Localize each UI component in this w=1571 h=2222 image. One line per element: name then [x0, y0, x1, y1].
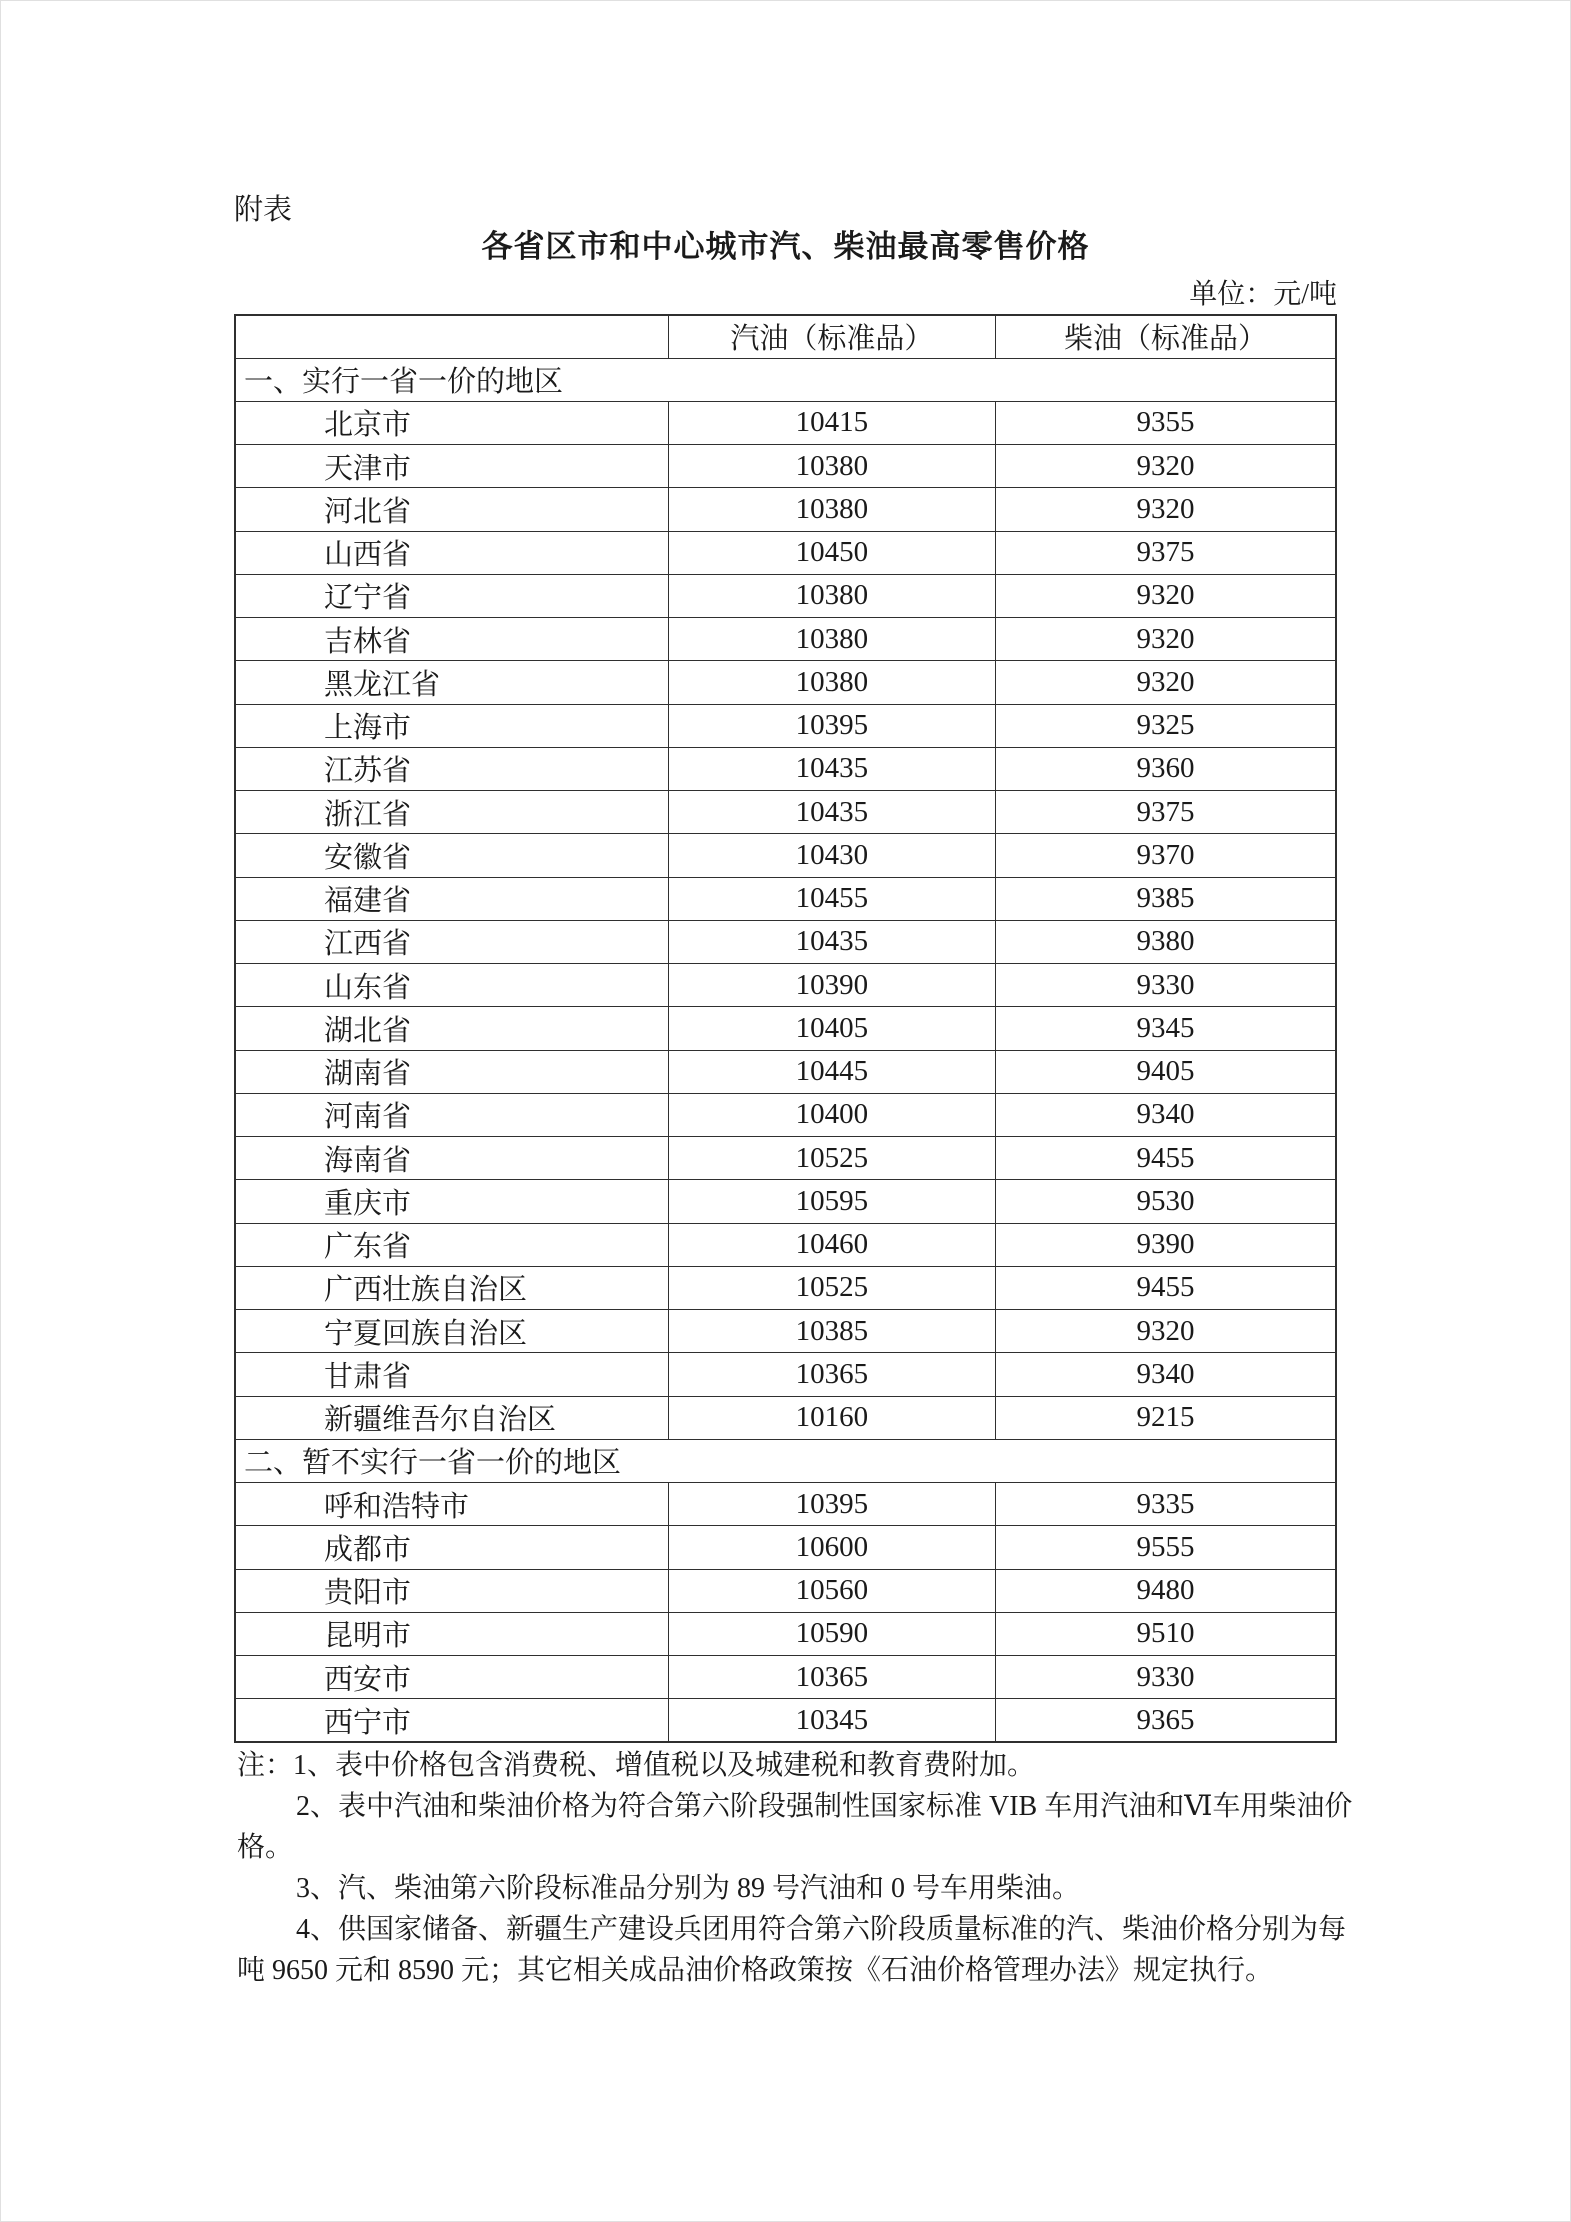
gasoline-price-cell: 10595: [668, 1180, 995, 1223]
diesel-price-cell: 9455: [996, 1266, 1336, 1309]
diesel-price-cell: 9345: [996, 1007, 1336, 1050]
gasoline-price-cell: 10380: [668, 574, 995, 617]
table-row: [235, 791, 1336, 834]
diesel-price-cell: 9455: [996, 1137, 1336, 1180]
diesel-price-cell: 9320: [996, 618, 1336, 661]
gasoline-price-cell: 10525: [668, 1266, 995, 1309]
diesel-price-cell: 9320: [996, 1310, 1336, 1353]
gasoline-price-cell: 10600: [668, 1526, 995, 1569]
region-column-header: [235, 315, 668, 358]
gasoline-price-cell: 10415: [668, 401, 995, 444]
region-cell: 福建省: [235, 877, 668, 920]
table-row: [235, 401, 1336, 444]
diesel-price-cell: 9320: [996, 661, 1336, 704]
gasoline-price-cell: 10345: [668, 1699, 995, 1742]
table-row: [235, 1007, 1336, 1050]
region-cell: 湖南省: [235, 1050, 668, 1093]
gasoline-price-cell: 10365: [668, 1656, 995, 1699]
table-row: [235, 1266, 1336, 1309]
table-row: [235, 1483, 1336, 1526]
table-row: [235, 1656, 1336, 1699]
table-row: [235, 877, 1336, 920]
gasoline-price-cell: 10590: [668, 1612, 995, 1655]
price-table: [234, 314, 1337, 1743]
diesel-price-cell: 9405: [996, 1050, 1336, 1093]
gasoline-price-cell: 10380: [668, 618, 995, 661]
diesel-price-cell: 9320: [996, 488, 1336, 531]
section-header-row: [235, 358, 1336, 401]
diesel-price-cell: 9510: [996, 1612, 1336, 1655]
diesel-price-cell: 9340: [996, 1093, 1336, 1136]
table-row: [235, 1180, 1336, 1223]
note-line-4: 4、供国家储备、新疆生产建设兵团用符合第六阶段质量标准的汽、柴油价格分别为每: [296, 1914, 1347, 1945]
region-cell: 贵阳市: [235, 1569, 668, 1612]
price-table-body: [235, 358, 1336, 1742]
gasoline-price-cell: 10160: [668, 1396, 995, 1439]
diesel-price-cell: 9375: [996, 531, 1336, 574]
page-title: 各省区市和中心城市汽、柴油最高零售价格: [481, 229, 1090, 264]
diesel-price-cell: 9355: [996, 401, 1336, 444]
diesel-price-cell: 9340: [996, 1353, 1336, 1396]
gasoline-price-cell: 10430: [668, 834, 995, 877]
table-row: [235, 1526, 1336, 1569]
region-cell: 西宁市: [235, 1699, 668, 1742]
region-cell: 江西省: [235, 920, 668, 963]
region-cell: 江苏省: [235, 747, 668, 790]
diesel-price-cell: 9330: [996, 964, 1336, 1007]
note-line-1: 注：1、表中价格包含消费税、增值税以及城建税和教育费附加。: [237, 1750, 1036, 1781]
diesel-price-cell: 9380: [996, 920, 1336, 963]
table-row: [235, 1396, 1336, 1439]
note-line-2-continued: 格。: [237, 1832, 294, 1863]
table-row: [235, 1310, 1336, 1353]
region-cell: 重庆市: [235, 1180, 668, 1223]
table-header-row: [235, 315, 1336, 358]
gasoline-price-cell: 10405: [668, 1007, 995, 1050]
gasoline-price-cell: 10365: [668, 1353, 995, 1396]
section-title: 一、实行一省一价的地区: [235, 358, 1336, 401]
gasoline-price-cell: 10445: [668, 1050, 995, 1093]
table-row: [235, 488, 1336, 531]
diesel-price-cell: 9480: [996, 1569, 1336, 1612]
table-row: [235, 445, 1336, 488]
table-row: [235, 531, 1336, 574]
gasoline-price-cell: 10385: [668, 1310, 995, 1353]
diesel-price-cell: 9555: [996, 1526, 1336, 1569]
diesel-price-cell: 9365: [996, 1699, 1336, 1742]
table-row: [235, 1569, 1336, 1612]
table-row: [235, 964, 1336, 1007]
region-cell: 西安市: [235, 1656, 668, 1699]
diesel-price-cell: 9330: [996, 1656, 1336, 1699]
table-row: [235, 704, 1336, 747]
gasoline-price-cell: 10435: [668, 920, 995, 963]
region-cell: 山西省: [235, 531, 668, 574]
region-cell: 黑龙江省: [235, 661, 668, 704]
table-row: [235, 1093, 1336, 1136]
table-row: [235, 1223, 1336, 1266]
table-row: [235, 618, 1336, 661]
table-row: [235, 1612, 1336, 1655]
region-cell: 河南省: [235, 1093, 668, 1136]
diesel-price-cell: 9530: [996, 1180, 1336, 1223]
table-row: [235, 574, 1336, 617]
region-cell: 甘肃省: [235, 1353, 668, 1396]
gasoline-price-cell: 10395: [668, 704, 995, 747]
gasoline-price-cell: 10455: [668, 877, 995, 920]
gasoline-price-cell: 10460: [668, 1223, 995, 1266]
diesel-price-cell: 9320: [996, 445, 1336, 488]
table-row: [235, 920, 1336, 963]
gasoline-price-cell: 10525: [668, 1137, 995, 1180]
region-cell: 宁夏回族自治区: [235, 1310, 668, 1353]
region-cell: 山东省: [235, 964, 668, 1007]
notes-block: [237, 1745, 1432, 1991]
region-cell: 辽宁省: [235, 574, 668, 617]
diesel-price-cell: 9335: [996, 1483, 1336, 1526]
diesel-price-cell: 9390: [996, 1223, 1336, 1266]
region-cell: 上海市: [235, 704, 668, 747]
diesel-price-cell: 9320: [996, 574, 1336, 617]
region-cell: 广西壮族自治区: [235, 1266, 668, 1309]
region-cell: 北京市: [235, 401, 668, 444]
diesel-column-header: 柴油（标准品）: [996, 315, 1336, 358]
note-line-2: 2、表中汽油和柴油价格为符合第六阶段强制性国家标准 VIB 车用汽油和Ⅵ车用柴油价: [296, 1791, 1353, 1822]
region-cell: 安徽省: [235, 834, 668, 877]
region-cell: 吉林省: [235, 618, 668, 661]
region-cell: 天津市: [235, 445, 668, 488]
gasoline-column-header: 汽油（标准品）: [668, 315, 995, 358]
region-cell: 新疆维吾尔自治区: [235, 1396, 668, 1439]
diesel-price-cell: 9370: [996, 834, 1336, 877]
diesel-price-cell: 9325: [996, 704, 1336, 747]
gasoline-price-cell: 10435: [668, 791, 995, 834]
region-cell: 湖北省: [235, 1007, 668, 1050]
appendix-label: 附表: [234, 194, 293, 226]
gasoline-price-cell: 10395: [668, 1483, 995, 1526]
diesel-price-cell: 9215: [996, 1396, 1336, 1439]
diesel-price-cell: 9360: [996, 747, 1336, 790]
table-row: [235, 747, 1336, 790]
gasoline-price-cell: 10400: [668, 1093, 995, 1136]
note-line-4-continued: 吨 9650 元和 8590 元；其它相关成品油价格政策按《石油价格管理办法》规定执行。: [237, 1955, 1274, 1986]
region-cell: 海南省: [235, 1137, 668, 1180]
region-cell: 广东省: [235, 1223, 668, 1266]
table-row: [235, 834, 1336, 877]
diesel-price-cell: 9375: [996, 791, 1336, 834]
section-header-row: [235, 1439, 1336, 1482]
region-cell: 浙江省: [235, 791, 668, 834]
region-cell: 昆明市: [235, 1612, 668, 1655]
table-row: [235, 1050, 1336, 1093]
table-row: [235, 1137, 1336, 1180]
region-cell: 河北省: [235, 488, 668, 531]
table-row: [235, 661, 1336, 704]
unit-label: 单位：元/吨: [1189, 279, 1337, 310]
gasoline-price-cell: 10390: [668, 964, 995, 1007]
gasoline-price-cell: 10450: [668, 531, 995, 574]
section-title: 二、暂不实行一省一价的地区: [235, 1439, 1336, 1482]
region-cell: 呼和浩特市: [235, 1483, 668, 1526]
gasoline-price-cell: 10380: [668, 445, 995, 488]
gasoline-price-cell: 10380: [668, 661, 995, 704]
diesel-price-cell: 9385: [996, 877, 1336, 920]
region-cell: 成都市: [235, 1526, 668, 1569]
gasoline-price-cell: 10435: [668, 747, 995, 790]
gasoline-price-cell: 10560: [668, 1569, 995, 1612]
note-line-3: 3、汽、柴油第六阶段标准品分别为 89 号汽油和 0 号车用柴油。: [296, 1873, 1081, 1904]
gasoline-price-cell: 10380: [668, 488, 995, 531]
table-row: [235, 1699, 1336, 1742]
table-row: [235, 1353, 1336, 1396]
